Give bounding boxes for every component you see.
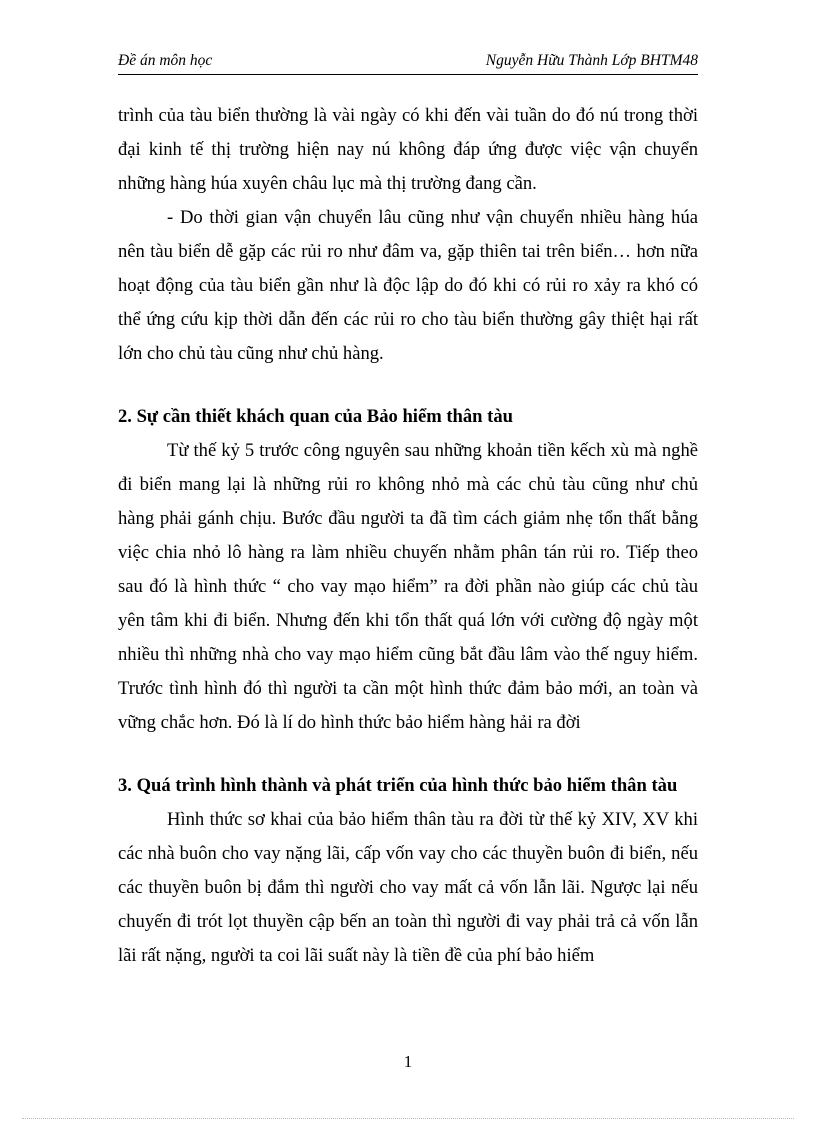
section-3-paragraph: Hình thức sơ khai của bảo hiểm thân tàu ra đời từ thế kỷ XIV, XV khi các nhà buôn cho vay nặng lãi, cấp vốn vay cho các thuyền buôn đi biển, nếu các thuyền buôn bị đắm thì người cho vay mất cả vốn lẫn lãi. Ngược lại nếu chuyến đi trót lọt thuyền cập bến an toàn thì người đi vay phải trả cả vốn lẫn lãi rất nặng, người ta coi lãi suất này là tiền đề của phí bảo hiểm (118, 809, 698, 966)
section-2-paragraph: Từ thế kỷ 5 trước công nguyên sau những khoản tiền kếch xù mà nghề đi biển mang lại là những rủi ro không nhỏ mà các chủ tàu cũng như chủ hàng phải gánh chịu. Bước đầu người ta đã tìm cách giảm nhẹ tổn thất bằng việc chia nhỏ lô hàng ra làm nhiều chuyến nhằm phân tán rủi ro. Tiếp theo sau đó là hình thức “ cho vay mạo hiểm” ra đời phần nào giúp các chủ tàu yên tâm khi đi biển. Nhưng đến khi tổn thất quá lớn với cường độ ngày một nhiều thì những nhà cho vay mạo hiểm cũng bắt đầu lâm vào thế nguy hiểm. Trước tình hình đó thì người ta cần một hình thức đảm bảo mới, an toàn và vững chắc hơn. Đó là lí do hình thức bảo hiểm hàng hải ra đời (118, 440, 698, 733)
section-3-heading: 3. Quá trình hình thành và phát triển của hình thức bảo hiểm thân tàu (118, 775, 678, 796)
section-2-heading: 2. Sự cần thiết khách quan của Bảo hiểm thân tàu (118, 406, 513, 427)
paragraph-risk: - Do thời gian vận chuyển lâu cũng như vận chuyển nhiều hàng húa nên tàu biển dễ gặp các rủi ro như đâm va, gặp thiên tai trên biển… hơn nữa hoạt động của tàu biển gần như là độc lập do đó khi có rủi ro xảy ra khó có thể ứng cứu kịp thời dẫn đến các rủi ro cho tàu biển thường gây thiệt hại rất lớn cho chủ tàu cũng như chủ hàng. (118, 207, 698, 364)
paragraph-continuation: trình của tàu biển thường là vài ngày có khi đến vài tuần do đó nú trong thời đại kinh tế thị trường hiện nay nú không đáp ứng được việc vận chuyển những hàng húa xuyên châu lục mà thị trường đang cần. (118, 105, 698, 194)
page-break-divider (22, 1118, 794, 1119)
section-spacer (118, 371, 698, 400)
header-course-title: Đề án môn học (118, 52, 213, 69)
page-number: 1 (403, 1052, 413, 1071)
page-header (118, 52, 698, 75)
header-author-class: Nguyễn Hữu Thành Lớp BHTM48 (485, 52, 698, 69)
section-spacer (118, 740, 698, 769)
document-body (118, 99, 698, 973)
